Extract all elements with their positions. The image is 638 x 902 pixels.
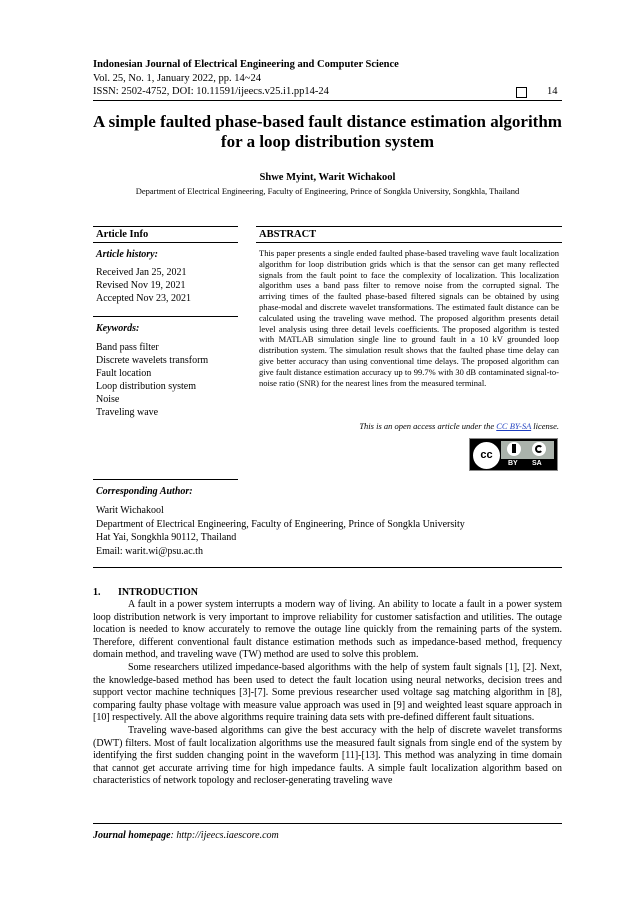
- author-address: Hat Yai, Songkhla 90112, Thailand: [96, 532, 237, 543]
- abstract-text: This paper presents a single ended faulted phase-based traveling wave fault localization algorithm for loop distribution grids which is that the sensor can get many reflected signals from the fault point to face the complexity of localization. This localization algorithm uses a band pass filter to remove noise from the corrupted signal. The arriving times of the faulted phase-based filtered signals can be obtained by using phase-modal and discrete wavelet transformations. The estimated fault distance can be calculated using the traveling wave method. The proposed algorithm presents detail level analysis using three detail levels coefficients. The proposed algorithm is tested with MATLAB simulation single line to ground fault in a 10 kV grounded loop distribution system. The simulation result shows that the faulted phase time delay can give better accuracy than using conventional time delays. The proposed algorithm can give fault distance estimation accuracy up to 99.7% with 30 dB contaminated signal-to-noise ratio (SNR) for the nearest lines from the measured terminal.: [259, 248, 559, 388]
- abstract-divider: [256, 242, 562, 243]
- cc-by-label: BY: [508, 460, 518, 467]
- cc-sa-label: SA: [532, 460, 542, 467]
- paragraph: Traveling wave-based algorithms can give the best accuracy with the help of discrete wavelet transforms (DWT) filters. Most of fault localization algorithms use the measured fault signals from single end of the system by identifying the first sudden changing point in the waveform [11]-[13]. This method was analyzing in time domain that cannot get accurate arriving time for high impedance faults. A simple fault localization algorithm based on characteristics of network topology and recloser-generating traveling wave: [93, 724, 562, 787]
- history-revised: Revised Nov 19, 2021: [96, 280, 186, 291]
- section-heading: 1. INTRODUCTION: [93, 587, 199, 598]
- front-matter-divider: [93, 567, 562, 568]
- footer: Journal homepage: http://ijeecs.iaescore.com: [93, 830, 279, 841]
- issn-doi: ISSN: 2502-4752, DOI: 10.11591/ijeecs.v25.i1.pp14-24: [93, 86, 329, 97]
- paragraph: Some researchers utilized impedance-based algorithms with the help of system fault signals [1], [2]. Next, the knowledge-based method has been used to detect the fault location using neural networks, decision trees and support vector machine techniques [3]-[7]. Some previous researcher used voltage sag matching algorithm in [8], comparing faulty phase voltage with measure value approach was used in [9] and weighted least square approach in [10] respectively. All the above algorithms require training data sets with pre-defined different fault situations.: [93, 661, 562, 724]
- open-access-prefix: This is an open access article under the: [359, 421, 495, 431]
- article-info-heading: Article Info: [96, 229, 149, 240]
- abstract-divider-top: [256, 226, 562, 227]
- corresponding-author: [96, 504, 465, 558]
- history-accepted: Accepted Nov 23, 2021: [96, 293, 191, 304]
- keyword: Loop distribution system: [96, 381, 196, 392]
- keywords-list: [96, 341, 208, 419]
- share-alike-icon: [532, 442, 546, 456]
- open-access-suffix: license.: [533, 421, 559, 431]
- page-box-icon: [516, 87, 527, 98]
- keyword: Traveling wave: [96, 407, 159, 418]
- history-received: Received Jan 25, 2021: [96, 267, 187, 278]
- cc-logo-icon: cc: [473, 442, 500, 469]
- author-name: Warit Wichakool: [96, 505, 164, 516]
- article-history: [96, 266, 191, 305]
- article-info-divider-top: [93, 226, 238, 227]
- author-department: Department of Electrical Engineering, Faculty of Engineering, Prince of Songkla University: [96, 518, 465, 530]
- affiliation: Department of Electrical Engineering, Faculty of Engineering, Prince of Songkla University, Songkhla, Thailand: [135, 186, 520, 196]
- open-access-note: [259, 421, 559, 431]
- cc-attribution-icons: [501, 441, 554, 459]
- keywords-divider: [93, 316, 238, 317]
- authors: Shwe Myint, Warit Wichakool: [259, 172, 396, 183]
- paper-title: A simple faulted phase-based fault distance estimation algorithm for a loop distribution system: [93, 112, 562, 151]
- journal-name: Indonesian Journal of Electrical Engineering and Computer Science: [93, 59, 399, 70]
- volume-info: Vol. 25, No. 1, January 2022, pp. 14~24: [93, 73, 261, 84]
- keyword: Fault location: [96, 368, 152, 379]
- article-info-divider: [93, 242, 238, 243]
- keywords-heading: Keywords:: [96, 323, 140, 334]
- abstract-heading: ABSTRACT: [259, 229, 317, 240]
- introduction-body: [93, 599, 562, 788]
- license-link[interactable]: CC BY-SA: [496, 421, 532, 431]
- cc-license-badge[interactable]: [469, 438, 558, 471]
- corresponding-heading: Corresponding Author:: [96, 486, 193, 497]
- header-divider: [93, 100, 562, 101]
- attribution-person-icon: [507, 442, 521, 456]
- footer-label: Journal homepage: [93, 830, 171, 841]
- keyword: Discrete wavelets transform: [96, 355, 209, 366]
- page-number: 14: [547, 86, 558, 97]
- footer-divider: [93, 823, 562, 824]
- article-history-heading: Article history:: [96, 249, 158, 260]
- journal-homepage-link[interactable]: http://ijeecs.iaescore.com: [176, 830, 279, 841]
- keyword: Band pass filter: [96, 342, 159, 353]
- paragraph: A fault in a power system interrupts a modern way of living. An ability to locate a fault in a power system loop distribution network is very important to improve reliability for customer satisfaction and utilities. The outage location is needed to know accurately to remove the outage line quickly from the remaining parts of the system. Therefore, different conventional fault distance estimation methods such as impedance-based method, frequency domain method, and traveling wave (TW) method are used to solve this problem.: [93, 599, 562, 661]
- keyword: Noise: [96, 394, 120, 405]
- author-email: Email: warit.wi@psu.ac.th: [96, 545, 203, 557]
- corresponding-divider: [93, 479, 238, 480]
